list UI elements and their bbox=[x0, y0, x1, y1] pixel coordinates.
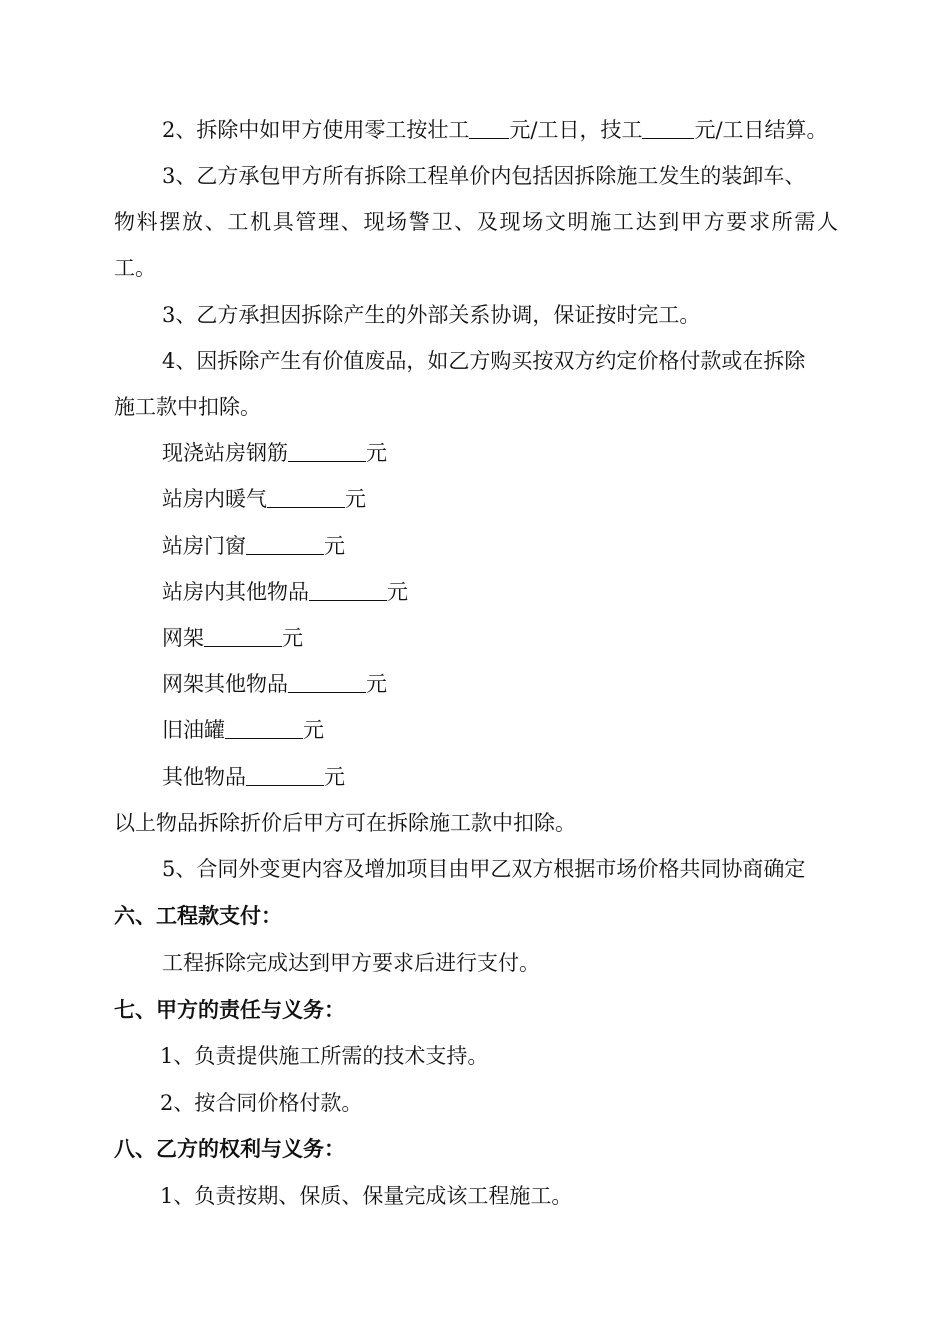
clause-2-part3: 元/工日结算。 bbox=[694, 118, 828, 142]
section-8-item: 1、负责按期、保质、保量完成该工程施工。 bbox=[160, 1184, 573, 1208]
item-label: 现浇站房钢筋 bbox=[162, 441, 288, 465]
item-label: 网架其他物品 bbox=[162, 672, 288, 696]
fill-blank bbox=[309, 580, 387, 601]
item-row bbox=[162, 625, 303, 651]
item-label: 站房内其他物品 bbox=[162, 580, 309, 604]
section-7-item: 1、负责提供施工所需的技术支持。 bbox=[160, 1044, 489, 1068]
clause-4-line2: 施工款中扣除。 bbox=[114, 395, 261, 419]
item-label: 旧油罐 bbox=[162, 718, 225, 742]
item-label: 站房门窗 bbox=[162, 534, 246, 558]
fill-blank bbox=[225, 718, 303, 739]
clause-2 bbox=[162, 117, 828, 143]
item-unit: 元 bbox=[324, 765, 345, 789]
fill-blank bbox=[246, 765, 324, 786]
clause-3a-line1: 3、乙方承包甲方所有拆除工程单价内包括因拆除施工发生的装卸车、 bbox=[162, 164, 806, 188]
item-unit: 元 bbox=[366, 672, 387, 696]
fill-blank bbox=[288, 441, 366, 462]
fill-blank bbox=[469, 118, 509, 139]
item-row bbox=[162, 579, 408, 605]
fill-blank bbox=[288, 672, 366, 693]
section-6-heading: 六、工程款支付： bbox=[114, 903, 282, 928]
clause-3a-line3: 工。 bbox=[114, 256, 156, 280]
section-6-body: 工程拆除完成达到甲方要求后进行支付。 bbox=[162, 951, 540, 975]
item-unit: 元 bbox=[324, 534, 345, 558]
clause-5: 5、合同外变更内容及增加项目由甲乙双方根据市场价格共同协商确定 bbox=[162, 857, 806, 881]
item-row bbox=[162, 717, 324, 743]
item-unit: 元 bbox=[366, 441, 387, 465]
item-label: 站房内暖气 bbox=[162, 487, 267, 511]
section-7-heading: 七、甲方的责任与义务： bbox=[114, 997, 345, 1022]
item-row bbox=[162, 440, 387, 466]
clause-3a-line2: 物料摆放、工机具管理、现场警卫、及现场文明施工达到甲方要求所需人 bbox=[114, 210, 838, 234]
item-row bbox=[162, 533, 345, 559]
item-label: 网架 bbox=[162, 626, 204, 650]
deduction-note: 以上物品拆除折价后甲方可在拆除施工款中扣除。 bbox=[114, 811, 576, 835]
clause-3b: 3、乙方承担因拆除产生的外部关系协调，保证按时完工。 bbox=[162, 303, 701, 327]
fill-blank bbox=[246, 534, 324, 555]
item-row bbox=[162, 671, 387, 697]
fill-blank bbox=[267, 487, 345, 508]
fill-blank bbox=[204, 626, 282, 647]
item-unit: 元 bbox=[303, 718, 324, 742]
section-7-item: 2、按合同价格付款。 bbox=[160, 1091, 363, 1115]
item-label: 其他物品 bbox=[162, 765, 246, 789]
fill-blank bbox=[642, 118, 694, 139]
clause-2-part2: 元/工日，技工 bbox=[509, 118, 643, 142]
clause-4-line1: 4、因拆除产生有价值废品，如乙方购买按双方约定价格付款或在拆除 bbox=[162, 349, 806, 373]
item-unit: 元 bbox=[345, 487, 366, 511]
section-8-heading: 八、乙方的权利与义务： bbox=[114, 1136, 345, 1161]
item-unit: 元 bbox=[282, 626, 303, 650]
item-unit: 元 bbox=[387, 580, 408, 604]
item-row bbox=[162, 764, 345, 790]
clause-2-part1: 2、拆除中如甲方使用零工按壮工 bbox=[162, 118, 470, 142]
item-row bbox=[162, 486, 366, 512]
